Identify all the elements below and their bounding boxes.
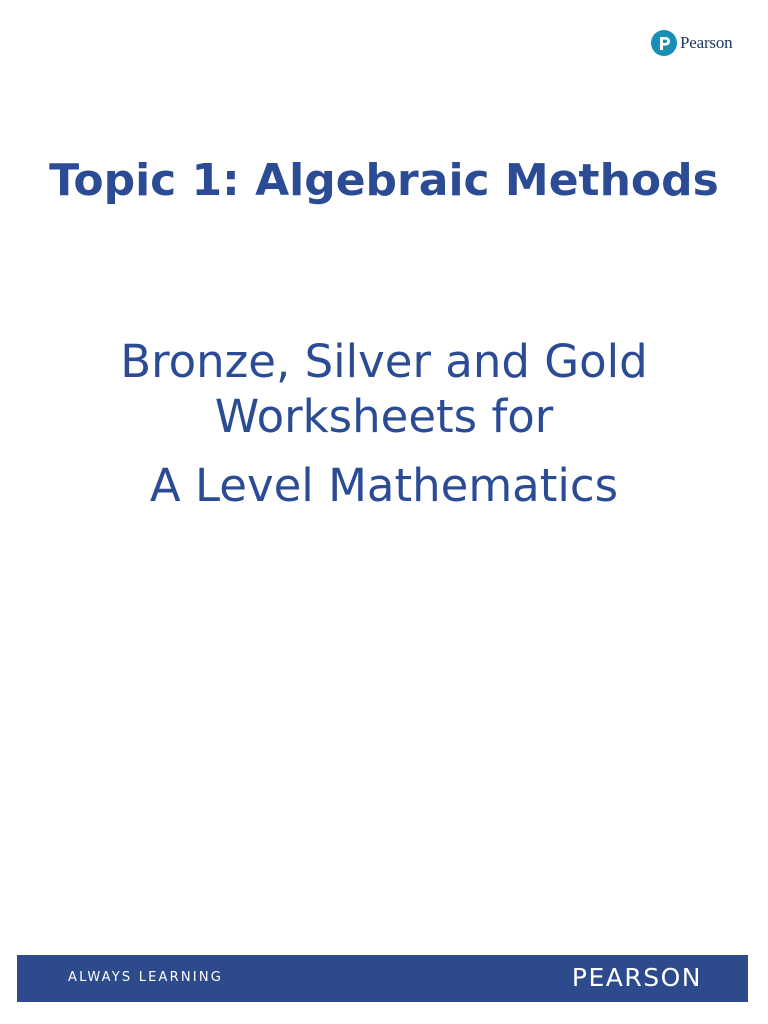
pearson-logo: [651, 29, 732, 57]
subtitle-line-2: Worksheets for: [214, 390, 554, 443]
footer-brand: PEARSON: [571, 963, 702, 992]
subtitle-line-3: A Level Mathematics: [149, 459, 619, 512]
subtitle-line-1: Bronze, Silver and Gold: [120, 335, 648, 388]
page-title: Topic 1: Algebraic Methods: [49, 155, 719, 206]
logo-wordmark: Pearson: [680, 33, 733, 52]
subtitle-lines: [0, 334, 768, 444]
footer-band: [17, 955, 748, 1002]
pearson-p-icon: [651, 30, 677, 56]
footer-tagline: ALWAYS LEARNING: [68, 970, 224, 985]
